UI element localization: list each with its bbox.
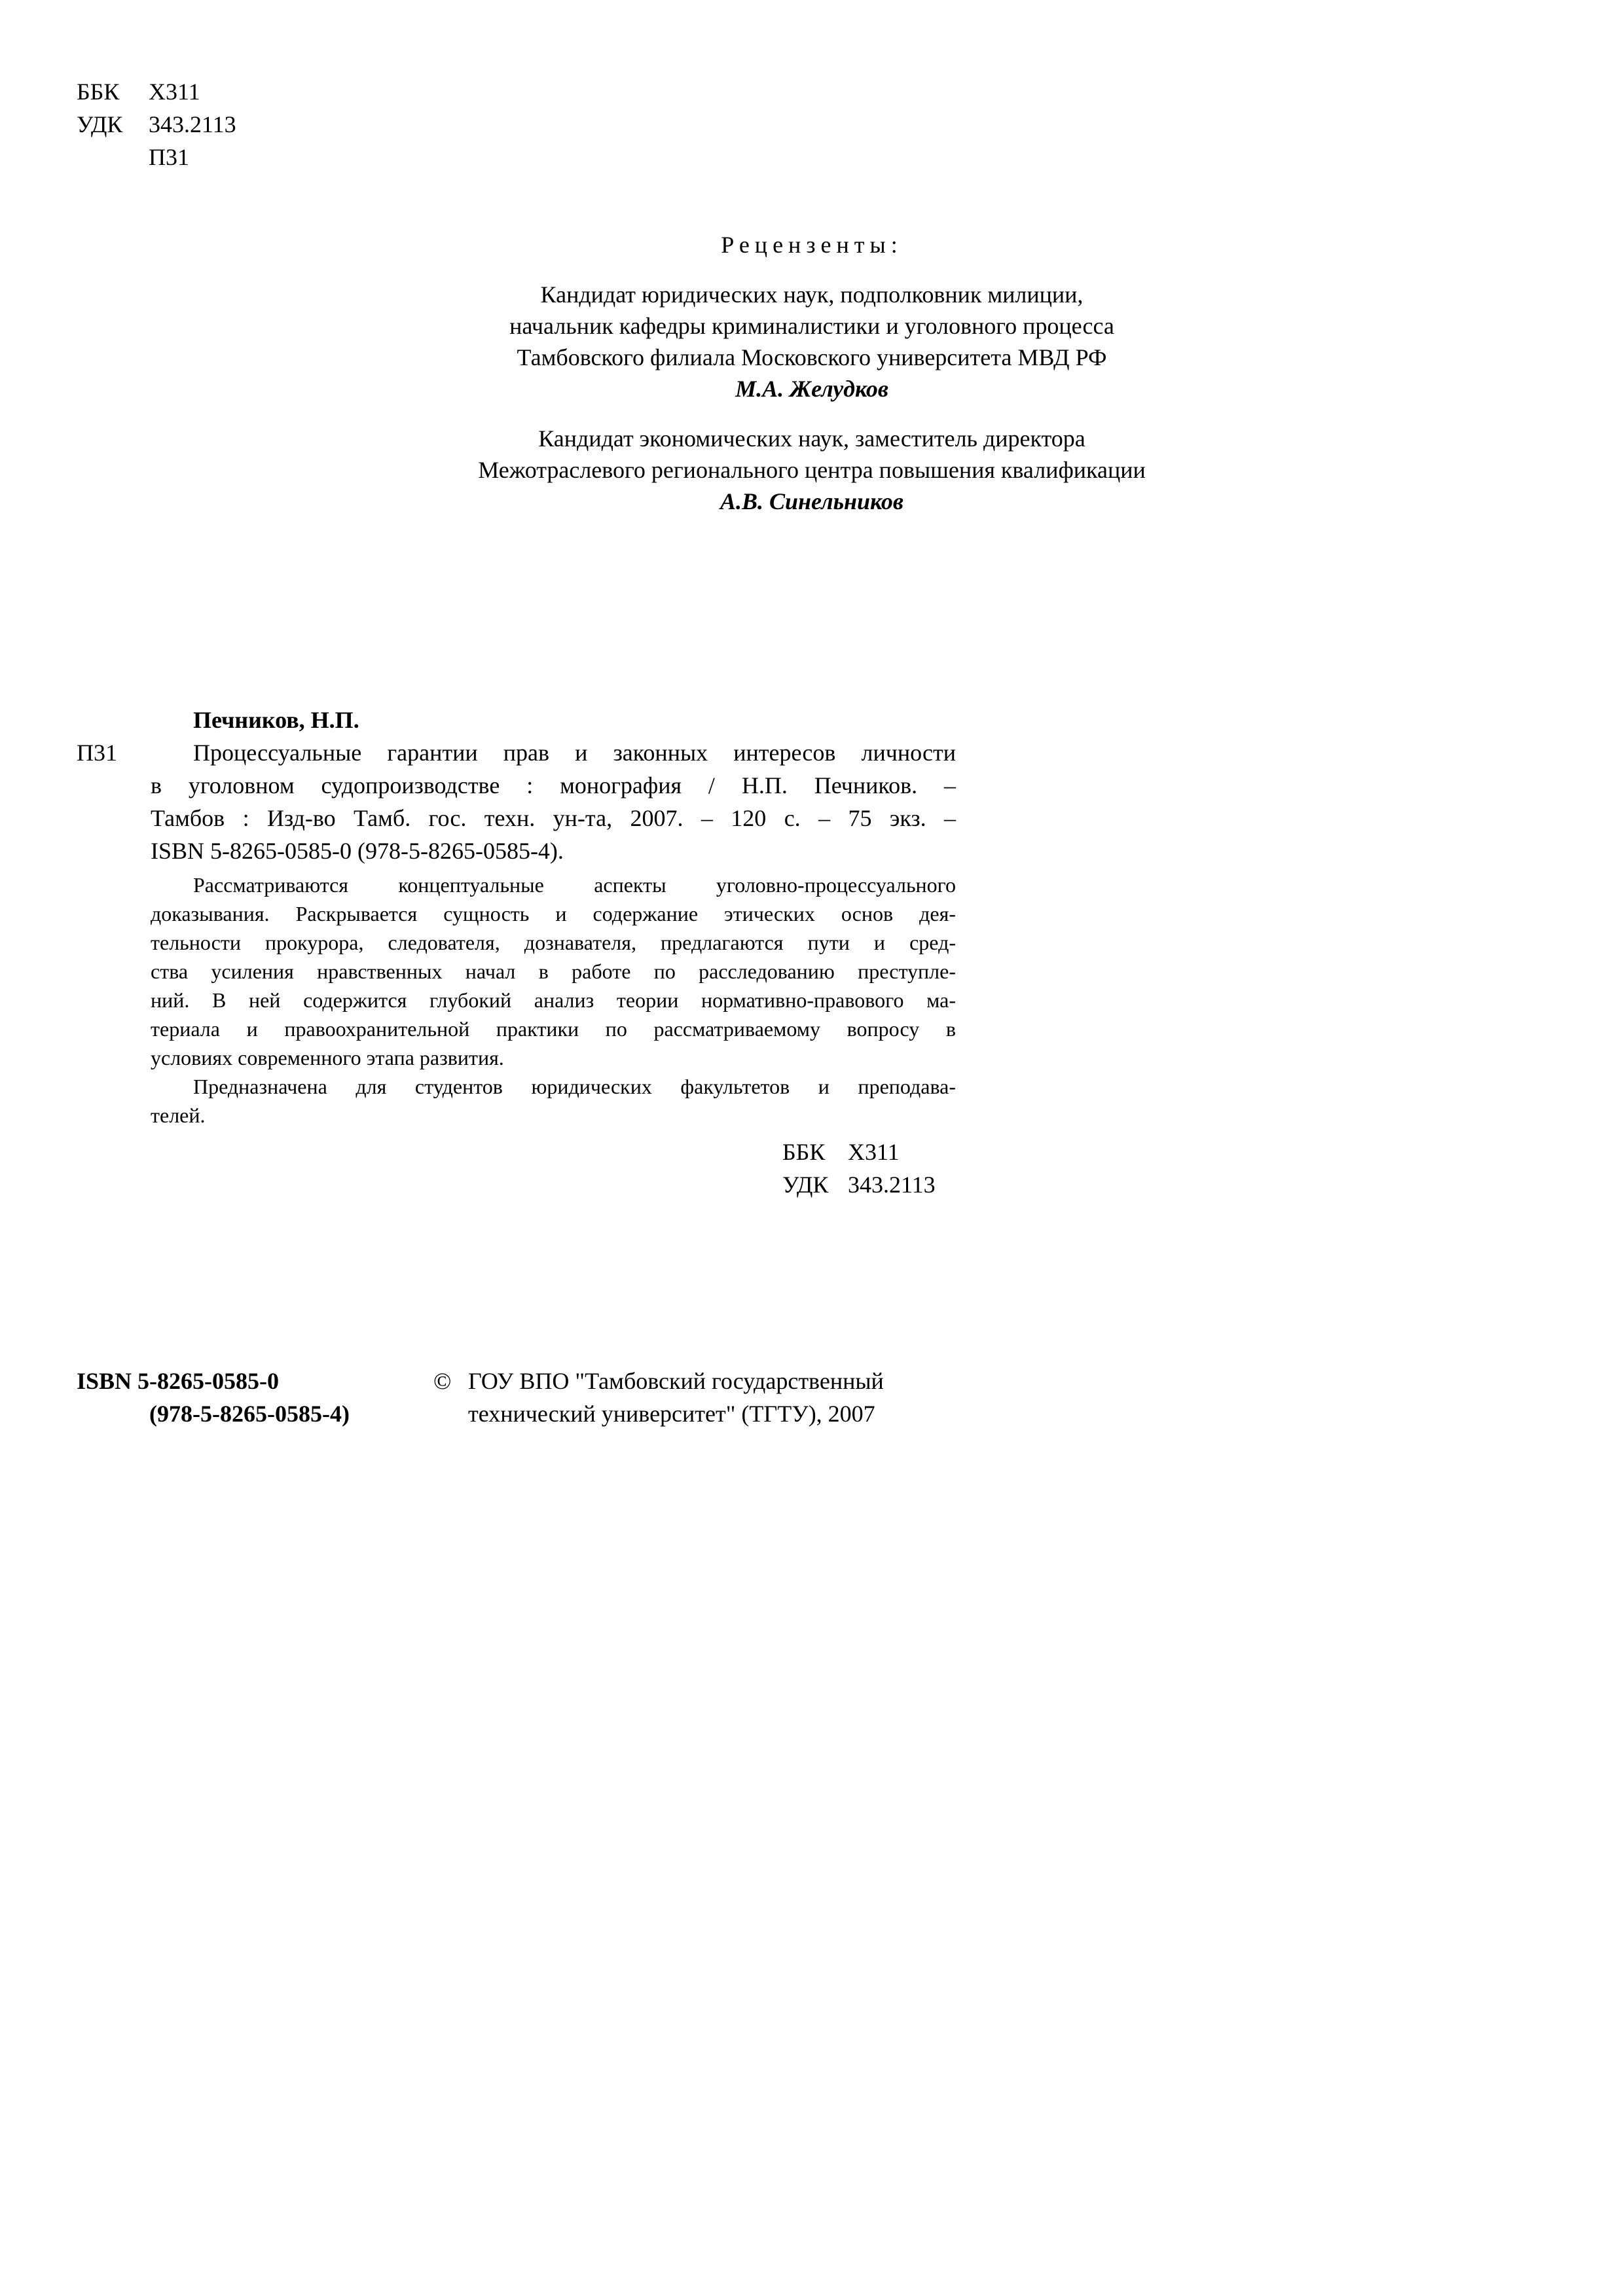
top-bbk-row bbox=[77, 75, 200, 108]
reviewer1-line1: Кандидат юридических наук, подполковник милиции, bbox=[540, 281, 1084, 308]
annotation-line: условиях современного этапа развития. bbox=[151, 1046, 504, 1069]
top-bbk-value: Х311 bbox=[149, 79, 200, 105]
reviewer1-line2: начальник кафедры криминалистики и уголовного процесса bbox=[509, 313, 1114, 339]
card-author: Печников, Н.П. bbox=[193, 707, 359, 733]
card-bbk-value: Х311 bbox=[848, 1139, 900, 1165]
annotation-line: доказывания. Раскрывается сущность и содержание этических основ дея- bbox=[151, 902, 956, 925]
reviewers-block bbox=[367, 229, 1257, 517]
card-description bbox=[151, 736, 956, 867]
purpose-line: телей. bbox=[151, 1103, 206, 1127]
top-udk-label: УДК bbox=[77, 111, 123, 137]
card-desc-line: Процессуальные гарантии прав и законных интересов личности bbox=[193, 740, 956, 766]
card-code: П31 bbox=[77, 740, 117, 766]
copyright-line2: технический университет" (ТГТУ), 2007 bbox=[468, 1401, 875, 1427]
copyright-icon: © bbox=[433, 1368, 452, 1394]
purpose-line: Предназначена для студентов юридических факультетов и преподава- bbox=[193, 1075, 956, 1098]
top-udk-value: 343.2113 bbox=[149, 111, 236, 137]
isbn13: (978-5-8265-0585-4) bbox=[149, 1401, 350, 1427]
top-udk-row bbox=[77, 108, 236, 141]
annotation-line: ний. В ней содержится глубокий анализ теории нормативно-правового ма- bbox=[151, 988, 956, 1012]
card-bbk-row bbox=[782, 1136, 900, 1168]
reviewer2-line1: Кандидат экономических наук, заместитель директора bbox=[538, 425, 1085, 452]
card-udk-row bbox=[782, 1168, 936, 1201]
annotation-line: Рассматриваются концептуальные аспекты уголовно-процессуального bbox=[193, 873, 956, 897]
annotation-line: тельности прокурора, следователя, дознавателя, предлагаются пути и сред- bbox=[151, 931, 956, 954]
card-desc-line: Тамбов : Изд-во Тамб. гос. техн. ун-та, 2007. – 120 с. – 75 экз. – bbox=[151, 805, 956, 831]
isbn: ISBN 5-8265-0585-0 bbox=[77, 1368, 280, 1394]
reviewer1-name: М.А. Желудков bbox=[735, 376, 888, 402]
card-desc-line: ISBN 5-8265-0585-0 (978-5-8265-0585-4). bbox=[151, 838, 564, 864]
card-bbk-label: ББК bbox=[782, 1139, 826, 1165]
card-desc-line: в уголовном судопроизводстве : монография / Н.П. Печников. – bbox=[151, 772, 956, 798]
reviewer2-name: А.В. Синельников bbox=[720, 488, 904, 514]
card-annotation bbox=[151, 870, 956, 1130]
top-author-mark: П31 bbox=[149, 144, 189, 170]
reviewer1-line3: Тамбовского филиала Московского университета МВД РФ bbox=[517, 344, 1107, 370]
top-bbk-label: ББК bbox=[77, 79, 120, 105]
reviewer2-line2: Межотраслевого регионального центра повышения квалификации bbox=[478, 457, 1146, 483]
copyright-line1: ГОУ ВПО "Тамбовский государственный bbox=[468, 1368, 884, 1394]
annotation-line: ства усиления нравственных начал в работе по расследованию преступле- bbox=[151, 960, 956, 983]
annotation-line: териала и правоохранительной практики по рассматриваемому вопросу в bbox=[151, 1017, 956, 1041]
card-udk-label: УДК bbox=[782, 1172, 829, 1198]
reviewers-heading: Рецензенты: bbox=[721, 232, 903, 258]
card-udk-value: 343.2113 bbox=[848, 1172, 936, 1198]
